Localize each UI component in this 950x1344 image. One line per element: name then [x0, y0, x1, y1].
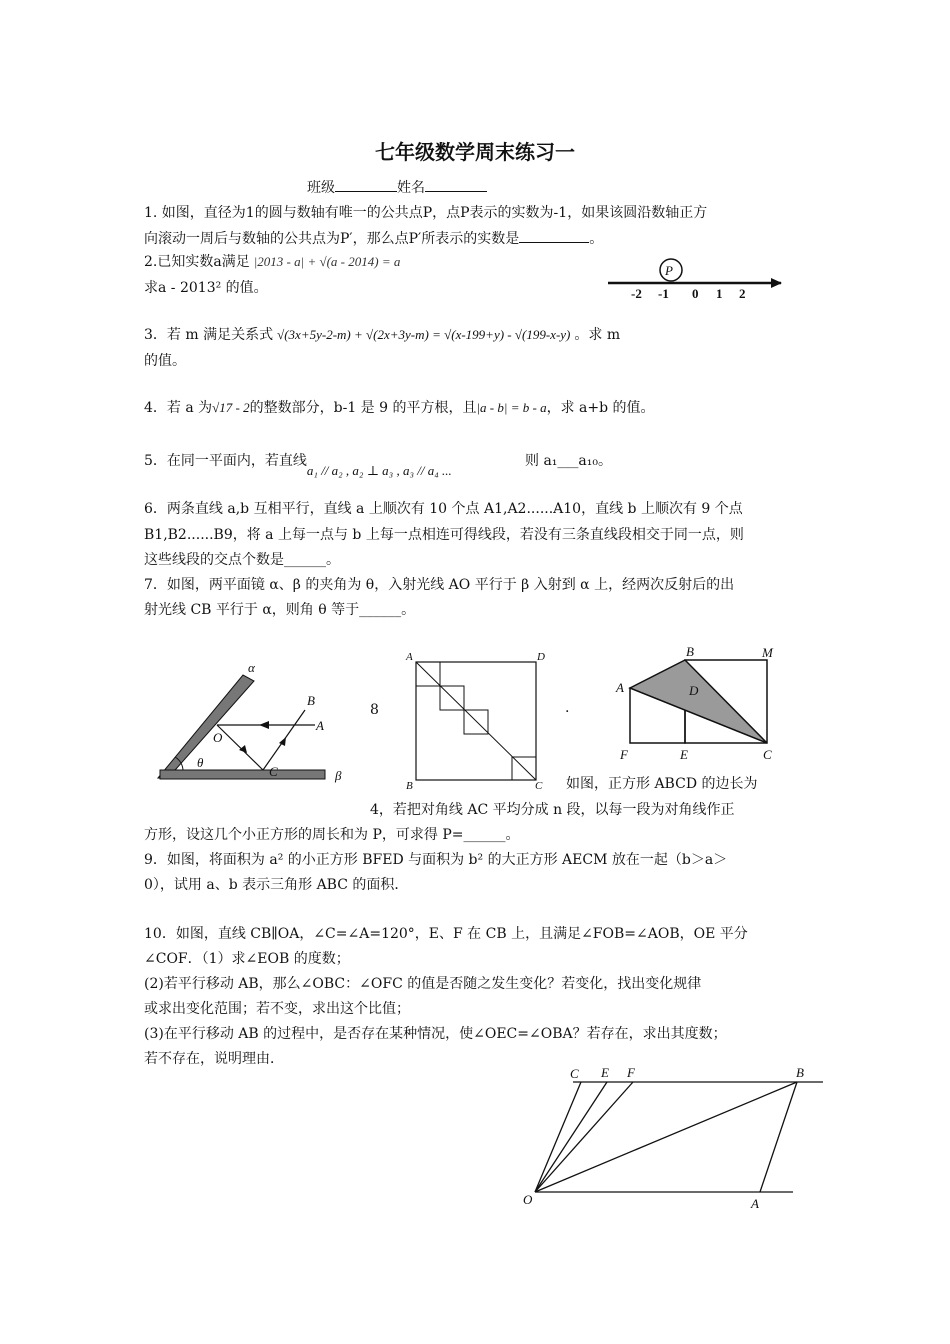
q5-line [144, 451, 452, 478]
q4-text-a: 4．若 a 为 [144, 400, 213, 416]
point-d-label: D [537, 651, 545, 663]
two-squares-figure [610, 640, 790, 765]
point-d-label: D [689, 683, 699, 698]
q5-text-b: 则 a₁___a₁₀。 [525, 453, 612, 469]
q1-answer-blank[interactable] [519, 228, 589, 243]
q10-line3: (2)若平行移动 AB，那么∠OBC：∠OFC 的值是否随之发生变化？若变化，找出变化规律 [144, 976, 702, 992]
q1-end: 。 [589, 231, 604, 247]
point-e-label: E [601, 1065, 609, 1080]
q5-text-a: 5．在同一平面内，若直线 [144, 453, 307, 469]
point-b-label: B [796, 1065, 804, 1080]
point-a-label: A [616, 680, 624, 695]
point-o-label: O [523, 1192, 533, 1207]
number-line-figure [606, 255, 786, 305]
q4-text-b: 的整数部分，b-1 是 9 的平方根，且 [249, 400, 477, 416]
name-label: 姓名 [397, 180, 425, 196]
q3-line2: 的值。 [144, 353, 186, 369]
q10-line5: (3)在平行移动 AB 的过程中，是否存在某种情况，使∠OEC=∠OBA？若存在，求出其度数； [144, 1026, 727, 1042]
q10-line6: 若不存在，说明理由． [144, 1051, 284, 1067]
point-c-label: C [269, 764, 278, 779]
q10-line4: 或求出变化范围；若不变，求出这个比值； [144, 1001, 410, 1017]
q1-line1: 1. 如图，直径为1的圆与数轴有唯一的公共点P，点P表示的实数为-1，如果该圆沿数轴正方 [144, 205, 708, 221]
q2-line2: 求a - 2013² 的值。 [144, 280, 268, 296]
tick-label: 2 [739, 286, 746, 301]
point-a-label: A [316, 718, 324, 733]
tick-label: -2 [631, 286, 642, 301]
point-f-label: F [627, 1065, 635, 1080]
header-line [307, 177, 487, 198]
point-o-label: O [213, 730, 223, 745]
point-c-label: C [570, 1066, 579, 1081]
q4-abs-expression: |a - b| = b - a [476, 400, 547, 415]
q7-line1: 7．如图，两平面镜 α、β 的夹角为 θ，入射光线 AO 平行于 β 入射到 α 上，经两次反射后的出 [144, 577, 735, 593]
class-label: 班级 [307, 180, 335, 196]
beta-label: β [335, 768, 342, 783]
q2-expression: |2013 - a| + √(a - 2014) = a [253, 254, 401, 269]
q6-line2: B1,B2......B9，将 a 上每一点与 b 上每一点相连可得线段，若没有三条直线段相交于同一点，则 [144, 527, 744, 543]
q3-line1 [144, 325, 620, 345]
q1-text: 向滚动一周后与数轴的公共点为P′，那么点P′所表示的实数是 [144, 231, 520, 247]
q7-line2: 射光线 CB 平行于 α，则角 θ 等于______。 [144, 602, 416, 618]
q9-line1: 9．如图，将面积为 a² 的小正方形 BFED 与面积为 b² 的大正方形 AECM 放在一起（b＞a＞ [144, 852, 728, 868]
q4-sqrt-expression: √17 - 2 [212, 400, 250, 415]
q4-line [144, 398, 655, 418]
class-blank[interactable] [335, 177, 397, 192]
alpha-label: α [248, 660, 255, 675]
square-diagonal-figure [404, 650, 549, 790]
point-b-label: B [406, 780, 413, 792]
q8-line2: 4，若把对角线 AC 平均分成 n 段，以每一段为对角线作正 [370, 802, 735, 818]
tick-label: 0 [692, 286, 699, 301]
q5-expression: a₁ // a₂ , a₂ ⊥ a₃ , a₃ // a₄ ... [306, 463, 452, 478]
q4-text-c: ，求 a+b 的值。 [546, 400, 655, 416]
point-b-label: B [307, 693, 315, 708]
parallel-lines-figure [515, 1060, 835, 1215]
q1-line2 [144, 228, 603, 249]
q8-line1: 如图，正方形 ABCD 的边长为 [566, 776, 758, 792]
point-m-label: M [762, 645, 773, 660]
q6-line3: 这些线段的交点个数是______。 [144, 552, 340, 568]
stray-dot: . [565, 700, 570, 716]
q9-line2: 0），试用 a、b 表示三角形 ABC 的面积． [144, 877, 409, 893]
q8-number: 8 [370, 702, 379, 718]
point-b-label: B [686, 644, 694, 659]
point-c-label: C [763, 747, 772, 762]
q2-text: 2.已知实数a满足 [144, 254, 250, 270]
point-c-label: C [535, 780, 543, 792]
q3-expression: √(3x+5y-2-m) + √(2x+3y-m) = √(x-199+y) - √(199-x-y) [277, 327, 571, 342]
q2-line1 [144, 252, 400, 272]
q8-line3: 方形，设这几个小正方形的周长和为 P，可求得 P=______。 [144, 827, 520, 843]
tick-label: 1 [716, 286, 723, 301]
point-a-label: A [751, 1196, 759, 1211]
q10-line1: 10．如图，直线 CB∥OA，∠C=∠A=120°，E、F 在 CB 上，且满足∠FOB=∠AOB，OE 平分 [144, 926, 748, 942]
number-line-ticks [631, 286, 746, 301]
point-a-label: A [406, 651, 413, 663]
theta-label: θ [197, 755, 204, 770]
mirror-figure [155, 650, 355, 790]
point-f-label: F [620, 747, 628, 762]
q3-text: 3．若 m 满足关系式 [144, 327, 274, 343]
point-e-label: E [680, 747, 688, 762]
point-p-label: P [665, 263, 673, 278]
q10-line2: ∠COF．（1）求∠EOB 的度数； [144, 951, 350, 967]
page-title: 七年级数学周末练习一 [375, 140, 575, 164]
name-blank[interactable] [425, 177, 487, 192]
q6-line1: 6．两条直线 a,b 互相平行，直线 a 上顺次有 10 个点 A1,A2......A10，直线 b 上顺次有 9 个点 [144, 501, 743, 517]
q3-text-end: 。求 m [574, 327, 621, 343]
tick-label: -1 [658, 286, 669, 301]
